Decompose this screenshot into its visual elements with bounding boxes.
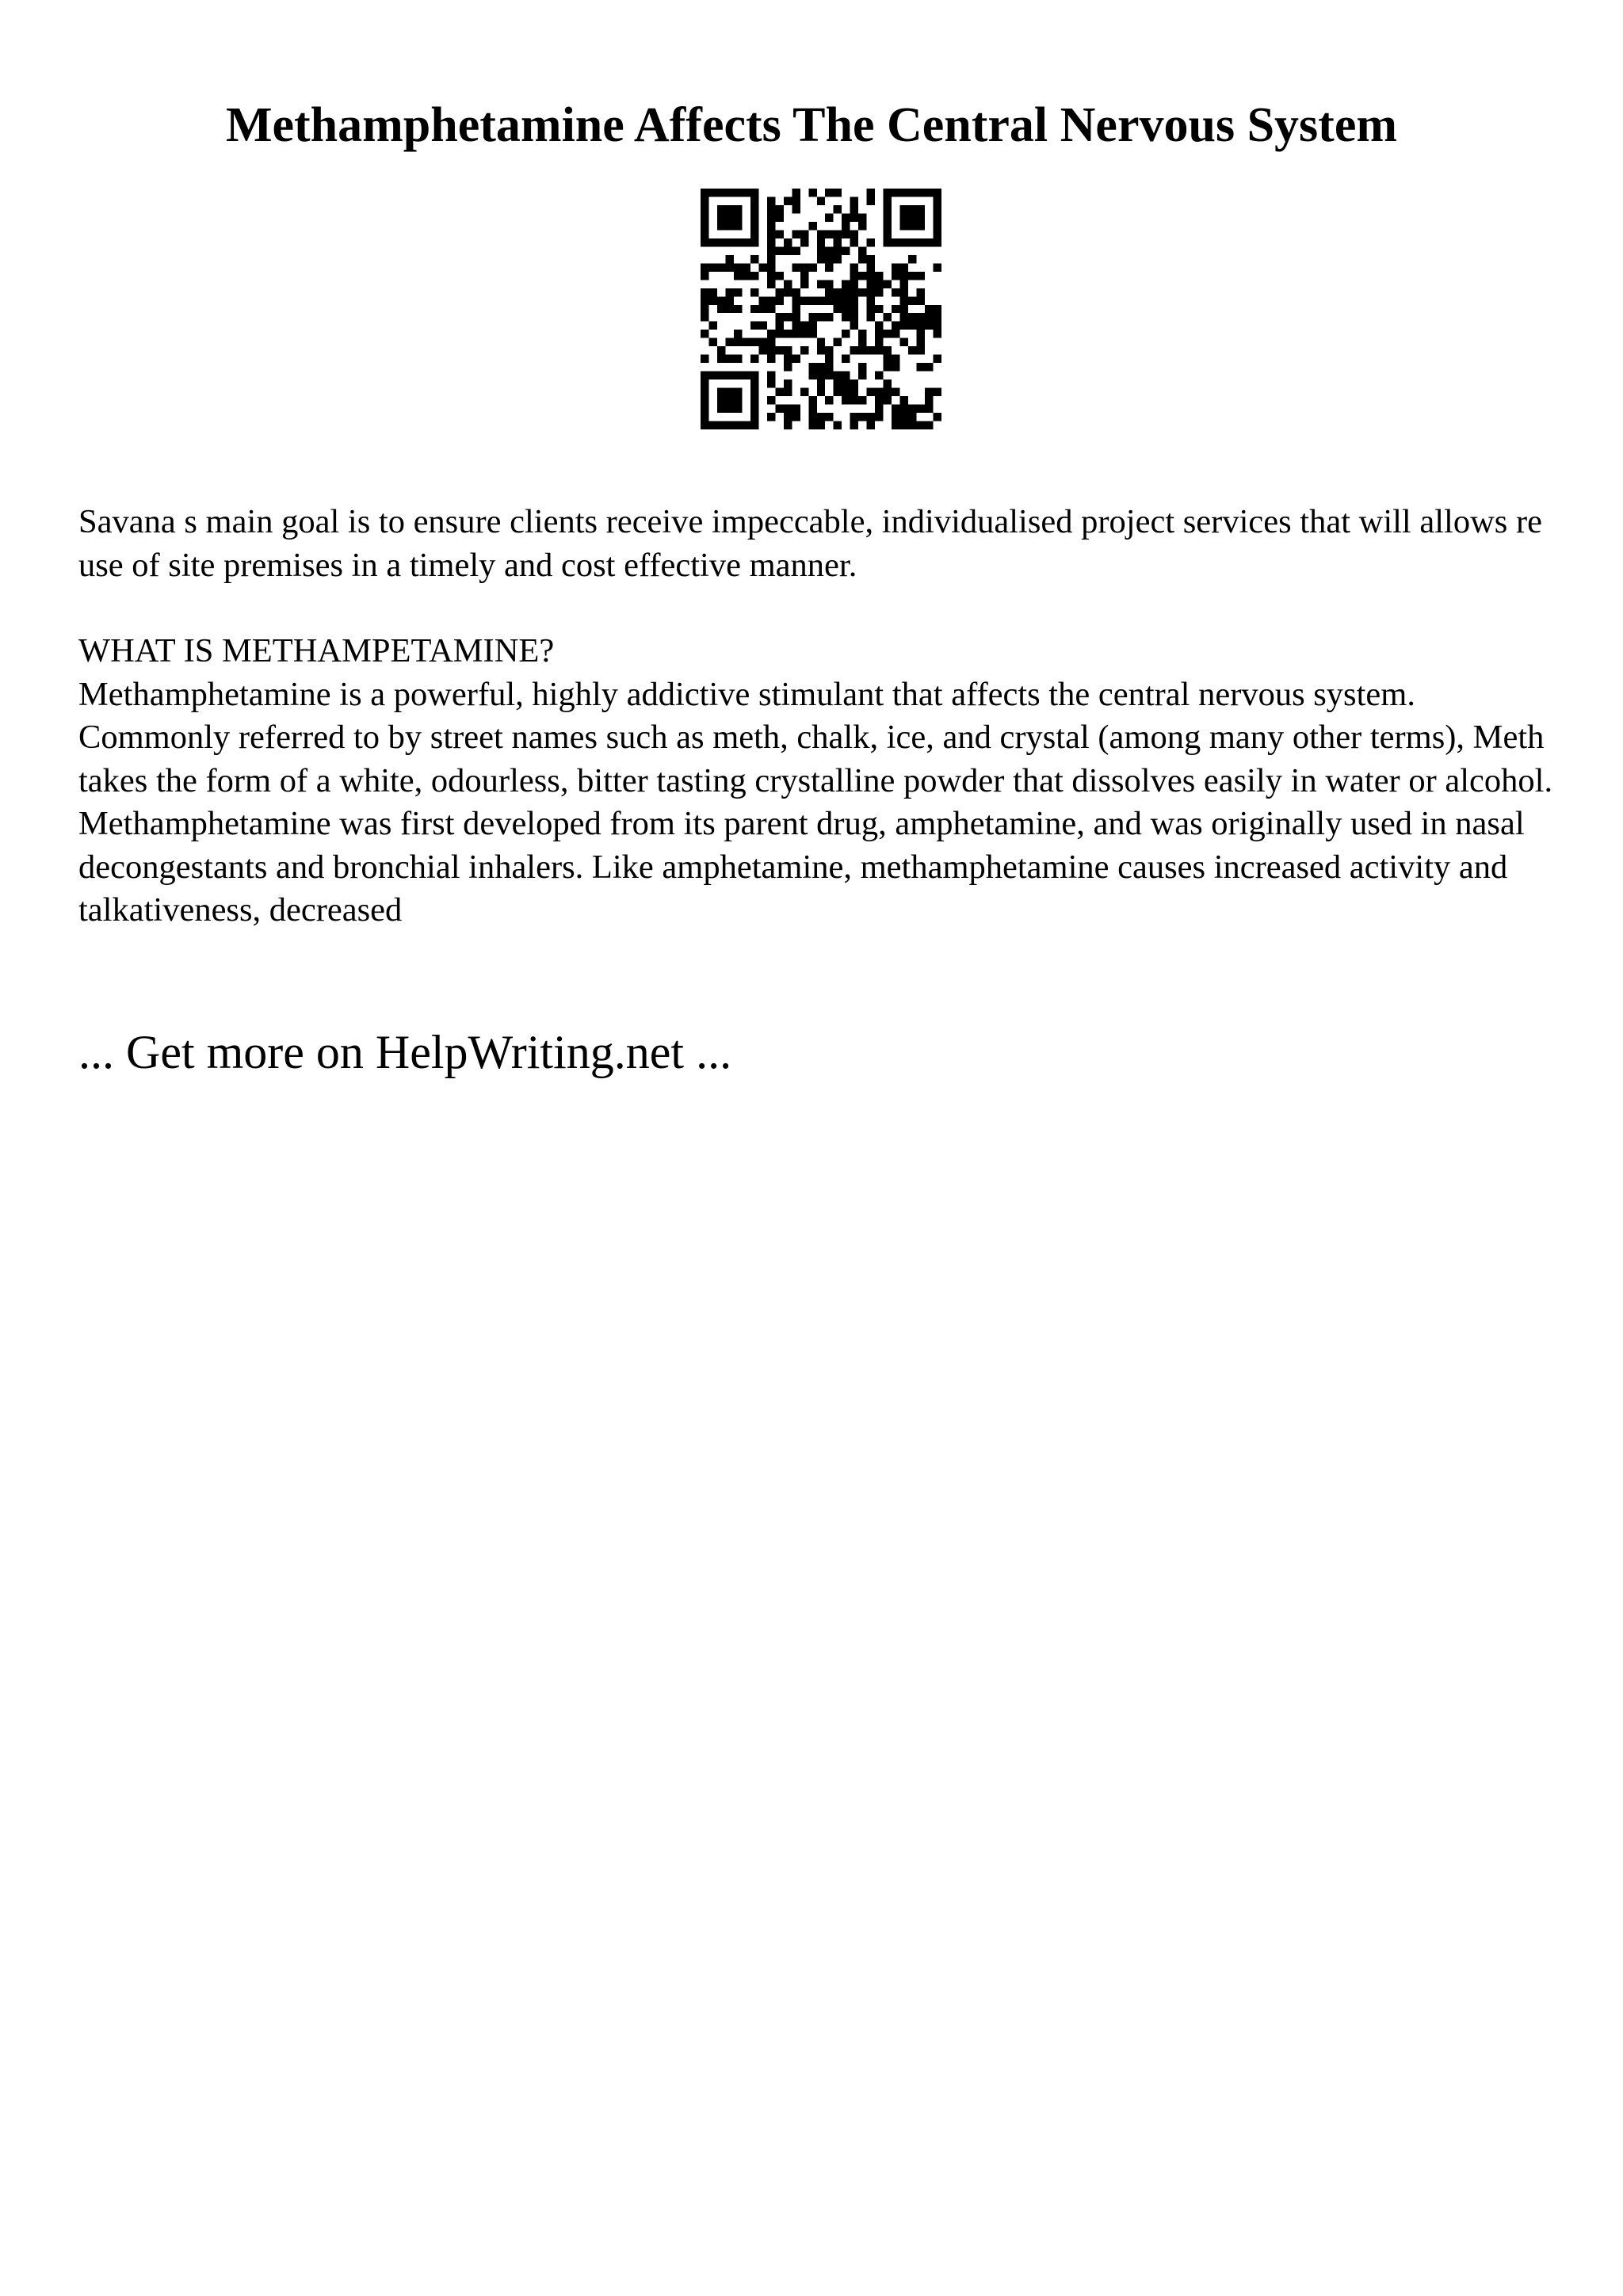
paragraph-methamphetamine-definition: Methamphetamine is a powerful, highly addictive stimulant that affects the central nervous system. Commonly referred to by street names such as meth, chalk, ice, and crystal (among many other terms), Meth takes the form of a white, odourless, bitter tasting crystalline powder that dissolves easily in water or alcohol. — [78, 675, 1553, 799]
get-more-link[interactable]: ... Get more on HelpWriting.net ... — [78, 1026, 732, 1078]
article-section — [78, 630, 1568, 933]
section-heading: WHAT IS METHAMPETAMINE? — [78, 632, 555, 669]
document-title: Methamphetamine Affects The Central Nervous System — [225, 98, 1397, 152]
intro-paragraph: Savana s main goal is to ensure clients receive impeccable, individualised project services that will allows re use of site premises in a timely and cost effective manner. — [78, 503, 1542, 584]
qr-code-icon — [701, 189, 941, 429]
paragraph-methamphetamine-history: Methamphetamine was first developed from its parent drug, amphetamine, and was originally used in nasal decongestants and bronchial inhalers. Like amphetamine, methamphetamine causes increased activity and talkativeness, decreased — [78, 805, 1525, 929]
